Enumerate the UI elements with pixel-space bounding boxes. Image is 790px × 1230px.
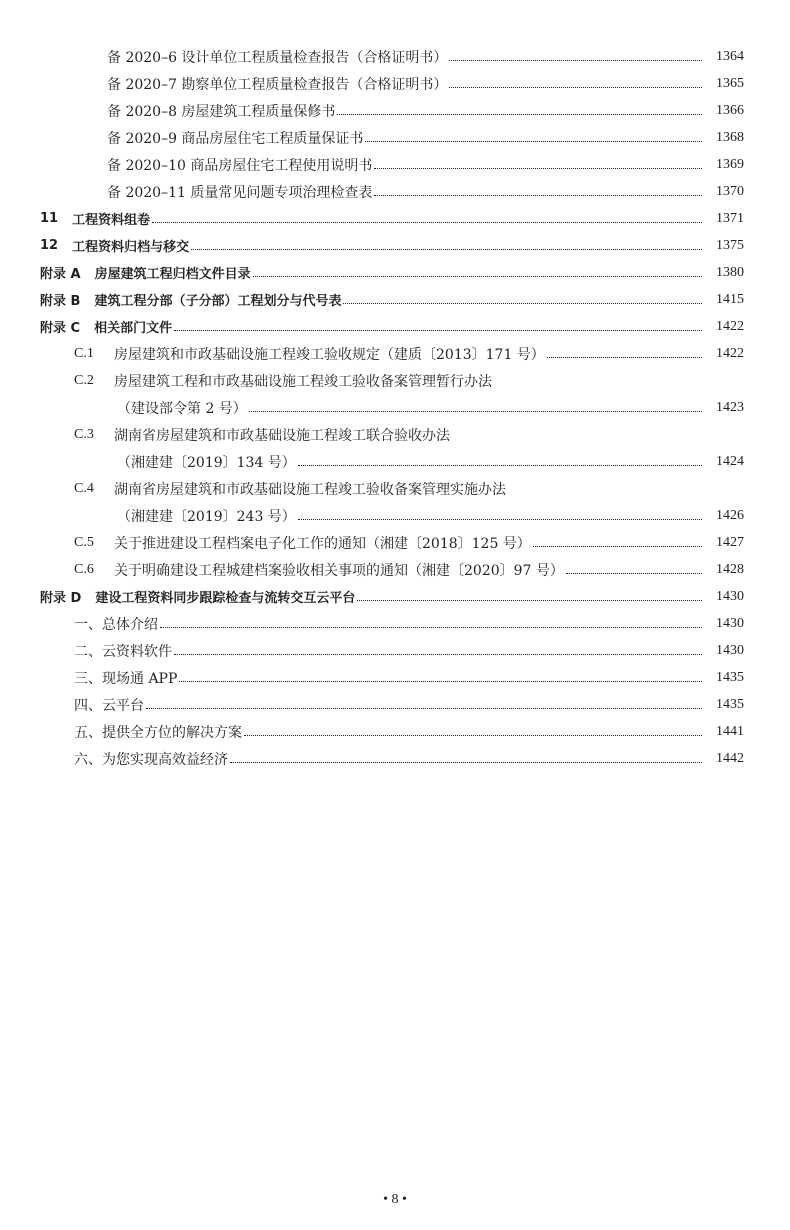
dot-leader: [174, 654, 702, 655]
toc-number: C.1: [74, 345, 94, 361]
dot-leader: [249, 411, 702, 412]
toc-entry: [0, 43, 790, 70]
toc-page: 1422: [716, 318, 744, 334]
toc-title: 备 2020–9 商品房屋住宅工程质量保证书: [107, 130, 364, 147]
dot-leader: [547, 357, 702, 358]
dot-leader: [298, 519, 702, 520]
toc-title: 五、提供全方位的解决方案: [74, 724, 242, 741]
toc-number: C.6: [74, 561, 94, 577]
toc-page: 1375: [716, 237, 744, 253]
toc-page: 1370: [716, 183, 744, 199]
toc-section: [0, 637, 790, 664]
toc-page: 1430: [716, 615, 744, 631]
dot-leader: [449, 87, 702, 88]
toc-title: 备 2020–7 勘察单位工程质量检查报告（合格证明书）: [107, 76, 448, 93]
toc-page: 1366: [716, 102, 744, 118]
toc-title: 六、为您实现高效益经济: [74, 751, 228, 768]
table-of-contents: [0, 43, 790, 772]
toc-chapter: [0, 583, 790, 610]
toc-chapter: [0, 313, 790, 340]
toc-page: 1441: [716, 723, 744, 739]
toc-entry: [0, 151, 790, 178]
toc-section-continuation: [0, 448, 790, 475]
dot-leader: [152, 222, 702, 223]
toc-page: 1442: [716, 750, 744, 766]
toc-title: 备 2020–8 房屋建筑工程质量保修书: [107, 103, 336, 120]
toc-page: 1427: [716, 534, 744, 550]
toc-chapter: [0, 232, 790, 259]
dot-leader: [298, 465, 702, 466]
dot-leader: [146, 708, 702, 709]
toc-page: 1371: [716, 210, 744, 226]
toc-page: 1430: [716, 642, 744, 658]
toc-title: 备 2020–10 商品房屋住宅工程使用说明书: [107, 157, 373, 174]
toc-title: 一、总体介绍: [74, 616, 158, 633]
dot-leader: [244, 735, 702, 736]
toc-page: 1435: [716, 669, 744, 685]
toc-number: C.2: [74, 372, 94, 388]
toc-page: 1415: [716, 291, 744, 307]
toc-title: 房屋建筑和市政基础设施工程竣工验收规定（建质〔2013〕171 号）: [114, 346, 545, 363]
toc-section: [0, 610, 790, 637]
toc-title: 三、现场通 APP: [74, 670, 178, 687]
toc-entry: [0, 124, 790, 151]
toc-title: 建设工程资料同步跟踪检查与流转交互云平台: [95, 591, 356, 606]
dot-leader: [357, 600, 702, 601]
toc-page: 1424: [716, 453, 744, 469]
toc-title: 备 2020–6 设计单位工程质量检查报告（合格证明书）: [107, 49, 448, 66]
toc-title-continuation: （湘建建〔2019〕134 号）: [117, 454, 296, 471]
toc-page: 1426: [716, 507, 744, 523]
dot-leader: [174, 330, 702, 331]
toc-number: C.4: [74, 480, 94, 496]
toc-number: 附录 A: [40, 267, 81, 282]
dot-leader: [191, 249, 702, 250]
toc-section: [0, 475, 790, 502]
toc-section-continuation: [0, 502, 790, 529]
toc-page: 1369: [716, 156, 744, 172]
toc-number: 11: [40, 211, 59, 226]
dot-leader: [374, 195, 702, 196]
toc-title-continuation: （湘建建〔2019〕243 号）: [117, 508, 296, 525]
toc-section: [0, 529, 790, 556]
dot-leader: [533, 546, 702, 547]
toc-title: 四、云平台: [74, 697, 144, 714]
toc-entry: [0, 178, 790, 205]
toc-entry: [0, 70, 790, 97]
toc-entry: [0, 97, 790, 124]
toc-title: 建筑工程分部（子分部）工程划分与代号表: [94, 294, 342, 309]
toc-chapter: [0, 205, 790, 232]
toc-section: [0, 691, 790, 718]
toc-page: 1430: [716, 588, 744, 604]
toc-page: 1423: [716, 399, 744, 415]
toc-title: 湖南省房屋建筑和市政基础设施工程竣工验收备案管理实施办法: [114, 481, 506, 498]
dot-leader: [179, 681, 702, 682]
toc-title: 相关部门文件: [94, 321, 173, 336]
dot-leader: [449, 60, 702, 61]
toc-number: 附录 D: [40, 591, 82, 606]
toc-page: 1368: [716, 129, 744, 145]
toc-title: 备 2020–11 质量常见问题专项治理检查表: [107, 184, 373, 201]
dot-leader: [230, 762, 702, 763]
dot-leader: [343, 303, 702, 304]
toc-page: 1364: [716, 48, 744, 64]
toc-title: 房屋建筑工程归档文件目录: [94, 267, 251, 282]
toc-number: 附录 B: [40, 294, 81, 309]
toc-section: [0, 718, 790, 745]
toc-page: 1428: [716, 561, 744, 577]
toc-page: 1380: [716, 264, 744, 280]
toc-chapter: [0, 286, 790, 313]
toc-title: 关于明确建设工程城建档案验收相关事项的通知（湘建〔2020〕97 号）: [114, 562, 564, 579]
toc-title: 工程资料组卷: [72, 213, 151, 228]
toc-page: 1435: [716, 696, 744, 712]
toc-title: 二、云资料软件: [74, 643, 172, 660]
toc-title: 关于推进建设工程档案电子化工作的通知（湘建〔2018〕125 号）: [114, 535, 531, 552]
toc-number: C.3: [74, 426, 94, 442]
dot-leader: [337, 114, 702, 115]
toc-section: [0, 664, 790, 691]
dot-leader: [374, 168, 702, 169]
toc-section: [0, 421, 790, 448]
toc-page: 1365: [716, 75, 744, 91]
dot-leader: [566, 573, 702, 574]
toc-section: [0, 556, 790, 583]
dot-leader: [365, 141, 702, 142]
toc-section: [0, 745, 790, 772]
toc-page: 1422: [716, 345, 744, 361]
toc-title: 工程资料归档与移交: [72, 240, 190, 255]
toc-title: 房屋建筑工程和市政基础设施工程竣工验收备案管理暂行办法: [114, 373, 492, 390]
toc-section: [0, 367, 790, 394]
dot-leader: [253, 276, 702, 277]
toc-chapter: [0, 259, 790, 286]
toc-number: 附录 C: [40, 321, 81, 336]
page-number: • 8 •: [383, 1192, 407, 1207]
toc-title-continuation: （建设部令第 2 号）: [117, 400, 247, 417]
toc-number: C.5: [74, 534, 94, 550]
toc-section: [0, 340, 790, 367]
toc-section-continuation: [0, 394, 790, 421]
toc-number: 12: [40, 238, 59, 253]
toc-title: 湖南省房屋建筑和市政基础设施工程竣工联合验收办法: [114, 427, 450, 444]
dot-leader: [160, 627, 702, 628]
